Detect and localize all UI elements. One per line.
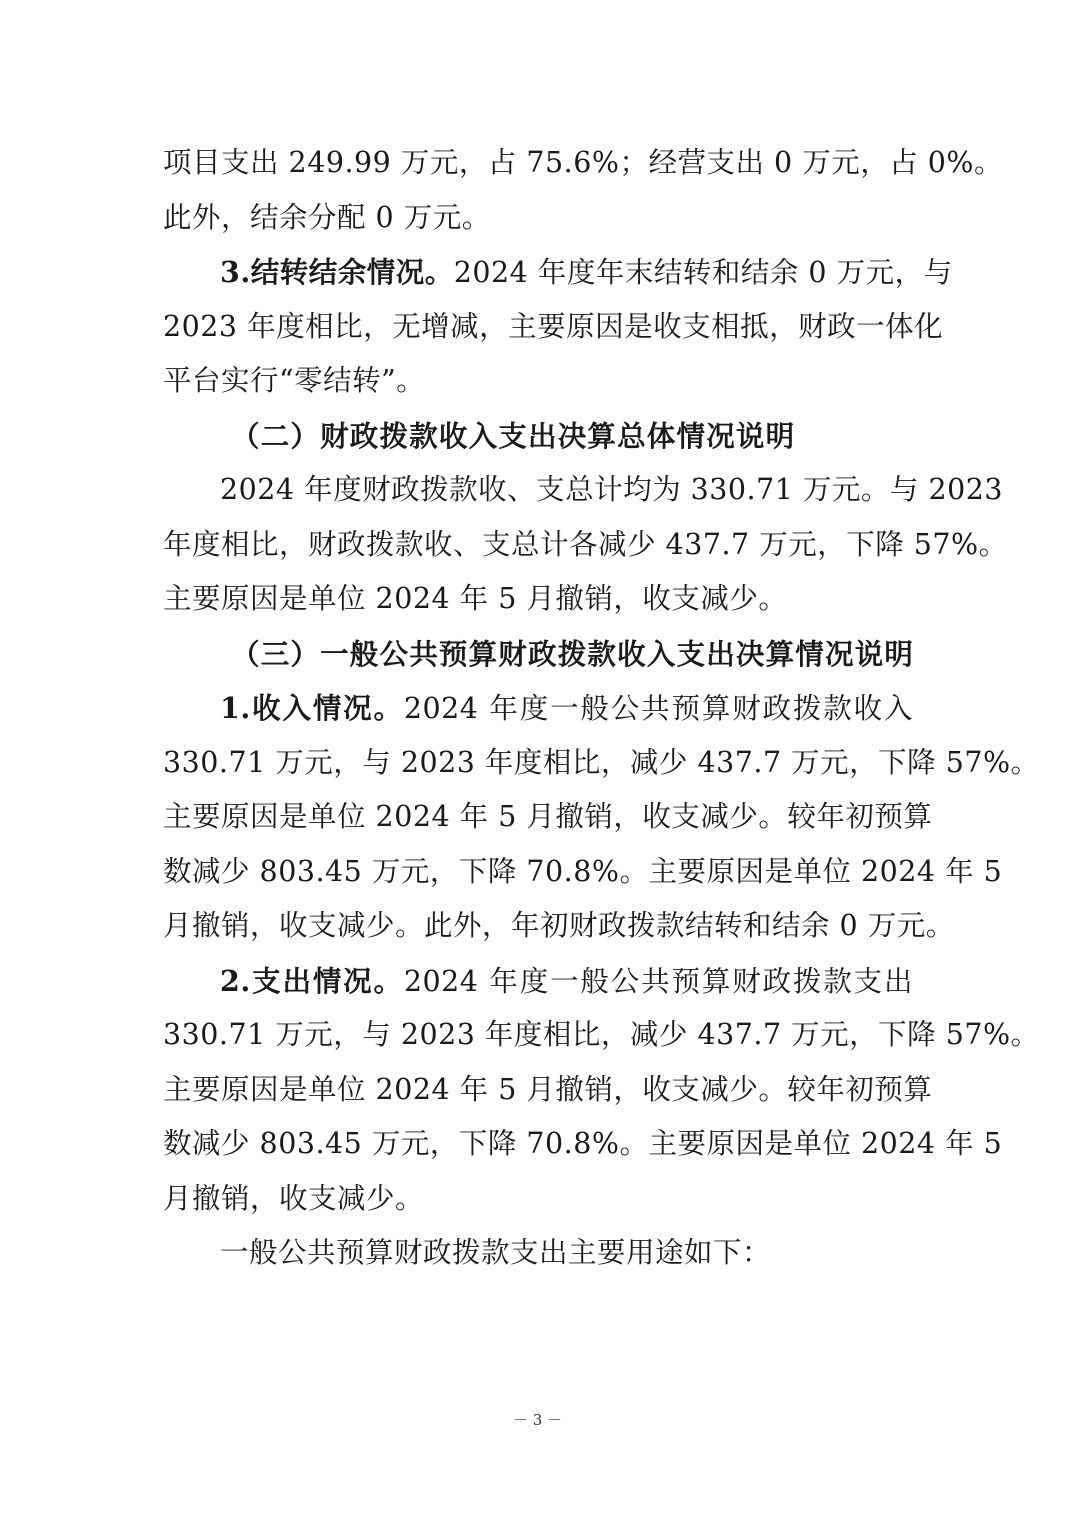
text-run: 2024 年度年末结转和结余 0 万元，与	[453, 256, 953, 289]
text-line: 月撤销，收支减少。	[163, 1181, 425, 1215]
text-line: 数减少 803.45 万元，下降 70.8%。主要原因是单位 2024 年 5	[163, 854, 1003, 888]
subsection-heading: 1.收入情况。	[220, 691, 404, 725]
text-line: 项目支出 249.99 万元，占 75.6%；经营支出 0 万元，占 0%。	[163, 146, 1003, 179]
page-number: － 3 －	[512, 1411, 563, 1429]
text-line: 主要原因是单位 2024 年 5 月撤销，收支减少。较年初预算	[163, 1072, 933, 1106]
text-line: 330.71 万元，与 2023 年度相比，减少 437.7 万元，下降 57%。	[163, 1018, 1040, 1051]
subsection-line	[163, 245, 953, 300]
text-line: 主要原因是单位 2024 年 5 月撤销，收支减少。	[163, 582, 788, 615]
subsection-heading: 2.支出情况。	[220, 963, 404, 998]
text-run: 2024 年度一般公共预算财政拨款支出	[403, 964, 913, 998]
text-line: 数减少 803.45 万元，下降 70.8%。主要原因是单位 2024 年 5	[163, 1127, 1003, 1160]
text-line: 此外，结余分配 0 万元。	[163, 200, 491, 234]
text-line: 平台实行“零结转”。	[163, 364, 426, 397]
text-line: 330.71 万元，与 2023 年度相比，减少 437.7 万元，下降 57%。	[163, 745, 1040, 779]
text-line: 年度相比，财政拨款收、支总计各减少 437.7 万元，下降 57%。	[163, 527, 1008, 561]
text-line: 一般公共预算财政拨款支出主要用途如下：	[220, 1236, 772, 1269]
section-heading: （三）一般公共预算财政拨款收入支出决算情况说明	[231, 636, 915, 671]
subsection-heading: 3.结转结余情况。	[220, 255, 454, 289]
text-line: 2024 年度财政拨款收、支总计均为 330.71 万元。与 2023	[220, 473, 1004, 506]
text-run: 2024 年度一般公共预算财政拨款收入	[403, 692, 913, 725]
text-line: 2023 年度相比，无增减，主要原因是收支相抵，财政一体化	[163, 309, 944, 343]
subsection-line	[163, 681, 913, 736]
section-heading: （二）财政拨款收入支出决算总体情况说明	[231, 418, 796, 453]
body-text	[163, 136, 1040, 1281]
text-line: 月撤销，收支减少。此外，年初财政拨款结转和结余 0 万元。	[163, 909, 955, 942]
text-line: 主要原因是单位 2024 年 5 月撤销，收支减少。较年初预算	[163, 800, 933, 833]
subsection-line	[163, 954, 913, 1009]
